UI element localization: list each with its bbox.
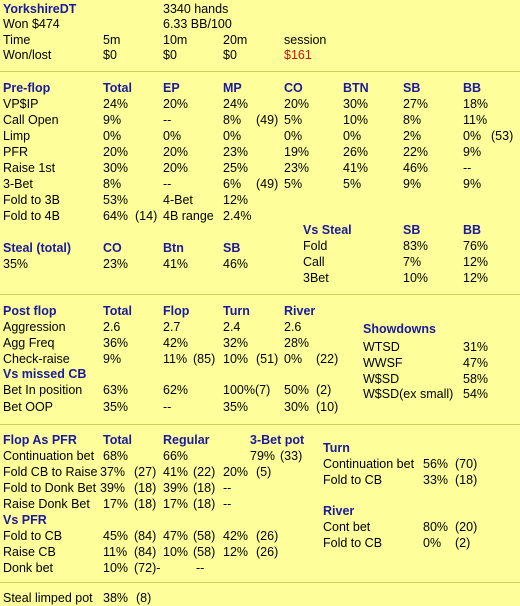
flop-pfr-col-regular: Regular: [163, 433, 210, 447]
stat-sample-size: (8): [136, 591, 152, 605]
stat-value: 2.4%: [223, 209, 252, 223]
stat-value: 45%: [103, 529, 129, 543]
stat-sample-size: (49): [256, 177, 279, 191]
stat-sample-size: (18): [193, 481, 216, 495]
stat-sample-size: (85): [193, 352, 216, 366]
stat-value: 8%: [223, 113, 242, 127]
stat-value: 30%: [343, 97, 369, 111]
divider: [0, 582, 520, 583]
stat-value: 54%: [463, 387, 489, 401]
stat-value: 79%: [250, 449, 276, 463]
stat-value: 46%: [223, 257, 249, 271]
stat-sample-size: (10): [316, 400, 339, 414]
stat-value: 26%: [343, 145, 369, 159]
stat-value: 35%: [103, 400, 129, 414]
vs-steal-col-bb: BB: [463, 223, 482, 237]
stat-value: 41%: [163, 257, 189, 271]
stat-value: 17%: [103, 497, 129, 511]
stat-label: Continuation bet: [323, 457, 415, 471]
stat-value: 63%: [103, 383, 129, 397]
stat-value: 20%: [284, 97, 310, 111]
stat-value: 11%: [463, 113, 488, 127]
stat-value: 27%: [403, 97, 429, 111]
stat-label: W$SD(ex small): [363, 387, 454, 401]
stat-label: Fold to 4B: [3, 209, 60, 223]
stat-label: 4B range: [163, 209, 214, 223]
stat-label: Steal limped pot: [3, 591, 93, 605]
stat-sample-size: (51): [256, 352, 279, 366]
stat-label: PFR: [3, 145, 28, 159]
wonlost-label: Won/lost: [3, 48, 52, 62]
stat-value: 11%: [163, 352, 188, 366]
stat-value: 46%: [403, 161, 429, 175]
stat-value: 0%: [423, 536, 442, 550]
stat-value: 39%: [100, 481, 126, 495]
stat-value: 2.4: [223, 320, 241, 334]
stat-sample-size: (5): [256, 465, 272, 479]
stat-sample-size: (84): [134, 545, 157, 559]
preflop-col-sb: SB: [403, 81, 421, 95]
time-col-10m: 10m: [163, 33, 188, 47]
stat-label: W$SD: [363, 372, 400, 386]
river-header: River: [323, 504, 355, 518]
stat-value: 8%: [403, 113, 422, 127]
vs-missed-cb-header: Vs missed CB: [3, 367, 87, 381]
stat-value: 64%: [103, 209, 129, 223]
stat-value: 76%: [463, 239, 489, 253]
bb-rate: 6.33 BB/100: [163, 17, 232, 31]
stat-value: 22%: [403, 145, 429, 159]
stat-sample-size: (26): [256, 529, 279, 543]
stat-label: Fold CB to Raise: [3, 465, 98, 479]
steal-col-co: CO: [103, 241, 122, 255]
steal-total-header: Steal (total): [3, 241, 72, 255]
stat-value: 2%: [403, 129, 422, 143]
stat-label: Fold to 3B: [3, 193, 60, 207]
stat-label: WTSD: [363, 340, 400, 354]
stat-value: 20%: [163, 97, 189, 111]
postflop-header: Post flop: [3, 304, 57, 318]
stat-value: 35%: [3, 257, 29, 271]
stat-value: 50%: [284, 383, 310, 397]
stat-label: VP$IP: [3, 97, 39, 111]
wonlost-20m: $0: [223, 48, 237, 62]
stat-value: 12%: [463, 271, 489, 285]
stat-value: 9%: [463, 145, 482, 159]
stat-value: 36%: [103, 336, 129, 350]
stat-value: 39%: [163, 481, 189, 495]
stat-value: --: [163, 177, 172, 191]
stat-sample-size: (27): [134, 465, 157, 479]
divider: [0, 424, 520, 425]
preflop-col-ep: EP: [163, 81, 180, 95]
stat-sample-size: (20): [455, 520, 478, 534]
stat-value: 18%: [463, 97, 489, 111]
stat-value: 62%: [163, 383, 189, 397]
stat-value: 47%: [463, 356, 489, 370]
stat-value: --: [463, 161, 472, 175]
stat-value: 42%: [223, 529, 249, 543]
stat-value: 41%: [163, 465, 189, 479]
stat-label: Bet In position: [3, 383, 83, 397]
stat-value: 37%: [100, 465, 126, 479]
preflop-col-mp: MP: [223, 81, 242, 95]
stat-label: Fold to Donk Bet: [3, 481, 97, 495]
stat-value: 0%: [463, 129, 482, 143]
stat-value: 83%: [403, 239, 429, 253]
stat-sample-size: (26): [256, 545, 279, 559]
stat-value: 100%(7): [223, 383, 271, 397]
stat-label: Agg Freq: [3, 336, 55, 350]
stat-value: 6%: [223, 177, 242, 191]
stat-value: 35%: [223, 400, 249, 414]
preflop-header: Pre-flop: [3, 81, 51, 95]
stat-value: 11%: [103, 545, 128, 559]
stat-value: 12%: [463, 255, 489, 269]
stat-sample-size: (53): [491, 129, 514, 143]
stat-sample-size: (18): [134, 481, 157, 495]
time-col-20m: 20m: [223, 33, 248, 47]
stat-sample-size: (14): [135, 209, 158, 223]
stat-value: 30%: [284, 400, 310, 414]
stat-value: 58%: [463, 372, 489, 386]
steal-col-sb: SB: [223, 241, 241, 255]
stat-value: 0%: [103, 129, 122, 143]
time-label: Time: [3, 33, 31, 47]
stat-sample-size: (58): [193, 545, 216, 559]
vs-steal-header: Vs Steal: [303, 223, 352, 237]
stat-value: 23%: [223, 145, 249, 159]
stat-label: Bet OOP: [3, 400, 54, 414]
stat-label: Fold: [303, 239, 328, 253]
stat-sample-size: (22): [316, 352, 339, 366]
stat-value: 10%: [403, 271, 429, 285]
stat-label: WWSF: [363, 356, 403, 370]
vs-steal-col-sb: SB: [403, 223, 421, 237]
stat-sample-size: (2): [316, 383, 332, 397]
stat-label: Limp: [3, 129, 31, 143]
stat-value: 42%: [163, 336, 189, 350]
stat-label: 3Bet: [303, 271, 329, 285]
stat-value: 33%: [423, 473, 449, 487]
stat-value: 12%: [223, 545, 249, 559]
steal-col-btn: Btn: [163, 241, 184, 255]
time-col-session: session: [284, 33, 327, 47]
stat-value: --: [163, 400, 172, 414]
stat-sample-size: (18): [134, 497, 157, 511]
stat-value: 17%: [163, 497, 189, 511]
time-col-5m: 5m: [103, 33, 121, 47]
stat-sample-size: (2): [455, 536, 471, 550]
stat-label: Fold to CB: [3, 529, 63, 543]
stat-value: 9%: [463, 177, 482, 191]
preflop-col-total: Total: [103, 81, 132, 95]
stat-value: --: [196, 561, 205, 575]
wonlost-10m: $0: [163, 48, 177, 62]
stat-value: 0%: [284, 352, 303, 366]
stat-value: 10%: [163, 545, 189, 559]
stat-sample-size: (49): [256, 113, 279, 127]
hands-count: 3340 hands: [163, 2, 229, 16]
stat-sample-size: (58): [193, 529, 216, 543]
stat-label: Fold to CB: [323, 473, 383, 487]
stat-value: 23%: [284, 161, 310, 175]
stat-value: 53%: [103, 193, 129, 207]
stat-label: Call Open: [3, 113, 59, 127]
stat-value: 0%: [223, 129, 242, 143]
stat-sample-size: (18): [193, 497, 216, 511]
stat-sample-size: (70): [455, 457, 478, 471]
stat-sample-size: (18): [455, 473, 478, 487]
stat-value: 66%: [163, 449, 189, 463]
stat-label: Cont bet: [323, 520, 371, 534]
stat-label: 4-Bet: [163, 193, 193, 207]
stat-value: 23%: [103, 257, 129, 271]
stat-value: 19%: [284, 145, 310, 159]
stat-sample-size: (72)-: [134, 561, 161, 575]
divider: [0, 294, 520, 295]
stat-value: --: [223, 497, 232, 511]
stat-value: 10%: [103, 561, 129, 575]
stat-value: 10%: [223, 352, 249, 366]
stat-label: Call: [303, 255, 325, 269]
stat-value: 2.6: [103, 320, 121, 334]
stat-sample-size: (22): [193, 465, 216, 479]
stat-label: Raise CB: [3, 545, 56, 559]
stat-label: Continuation bet: [3, 449, 95, 463]
stat-value: 25%: [223, 161, 249, 175]
stat-value: 0%: [163, 129, 182, 143]
turn-header: Turn: [323, 441, 350, 455]
stat-label: Raise 1st: [3, 161, 56, 175]
stat-value: 7%: [403, 255, 422, 269]
flop-pfr-header: Flop As PFR: [3, 433, 77, 447]
stat-value: 47%: [163, 529, 189, 543]
postflop-col-river: River: [284, 304, 316, 318]
postflop-col-flop: Flop: [163, 304, 190, 318]
stat-value: 24%: [103, 97, 129, 111]
stat-value: 20%: [163, 145, 189, 159]
flop-pfr-col-total: Total: [103, 433, 132, 447]
stat-value: 38%: [103, 591, 129, 605]
preflop-col-co: CO: [284, 81, 303, 95]
stat-value: 8%: [103, 177, 122, 191]
stat-label: Raise Donk Bet: [3, 497, 90, 511]
stat-label: Fold to CB: [323, 536, 383, 550]
stat-value: 20%: [223, 465, 249, 479]
vs-pfr-header: Vs PFR: [3, 513, 47, 527]
stat-value: 20%: [163, 161, 189, 175]
stat-value: 80%: [423, 520, 449, 534]
flop-pfr-col-3bet-pot: 3-Bet pot: [250, 433, 305, 447]
stat-value: 10%: [343, 113, 369, 127]
stat-value: 2.7: [163, 320, 181, 334]
player-name: YorkshireDT: [3, 2, 77, 16]
stat-value: 5%: [343, 177, 362, 191]
stat-value: 9%: [103, 352, 122, 366]
stat-value: 5%: [284, 113, 303, 127]
stat-value: 32%: [223, 336, 249, 350]
stat-value: --: [223, 481, 232, 495]
preflop-col-bb: BB: [463, 81, 482, 95]
stat-label: Donk bet: [3, 561, 54, 575]
stat-label: 3-Bet: [3, 177, 33, 191]
stat-value: 30%: [103, 161, 129, 175]
postflop-col-turn: Turn: [223, 304, 250, 318]
stat-value: 9%: [103, 113, 122, 127]
stat-value: 0%: [343, 129, 362, 143]
stat-value: 0%: [284, 129, 303, 143]
stat-value: --: [163, 113, 172, 127]
stat-value: 5%: [284, 177, 303, 191]
stat-sample-size: (84): [134, 529, 157, 543]
stat-sample-size: (33): [280, 449, 303, 463]
stat-value: 9%: [403, 177, 422, 191]
stat-value: 28%: [284, 336, 310, 350]
stat-value: 20%: [103, 145, 129, 159]
preflop-col-btn: BTN: [343, 81, 369, 95]
showdowns-header: Showdowns: [363, 322, 436, 336]
stat-value: 56%: [423, 457, 449, 471]
wonlost-session: $161: [284, 48, 312, 62]
postflop-col-total: Total: [103, 304, 132, 318]
stat-value: 24%: [223, 97, 249, 111]
stat-label: Check-raise: [3, 352, 70, 366]
won-amount: Won $474: [3, 17, 60, 31]
stat-value: 68%: [103, 449, 129, 463]
stat-value: 2.6: [284, 320, 302, 334]
divider: [0, 71, 520, 72]
wonlost-5m: $0: [103, 48, 117, 62]
stat-value: 41%: [343, 161, 369, 175]
stat-value: 12%: [223, 193, 249, 207]
stat-value: 31%: [463, 340, 489, 354]
stat-label: Aggression: [3, 320, 66, 334]
